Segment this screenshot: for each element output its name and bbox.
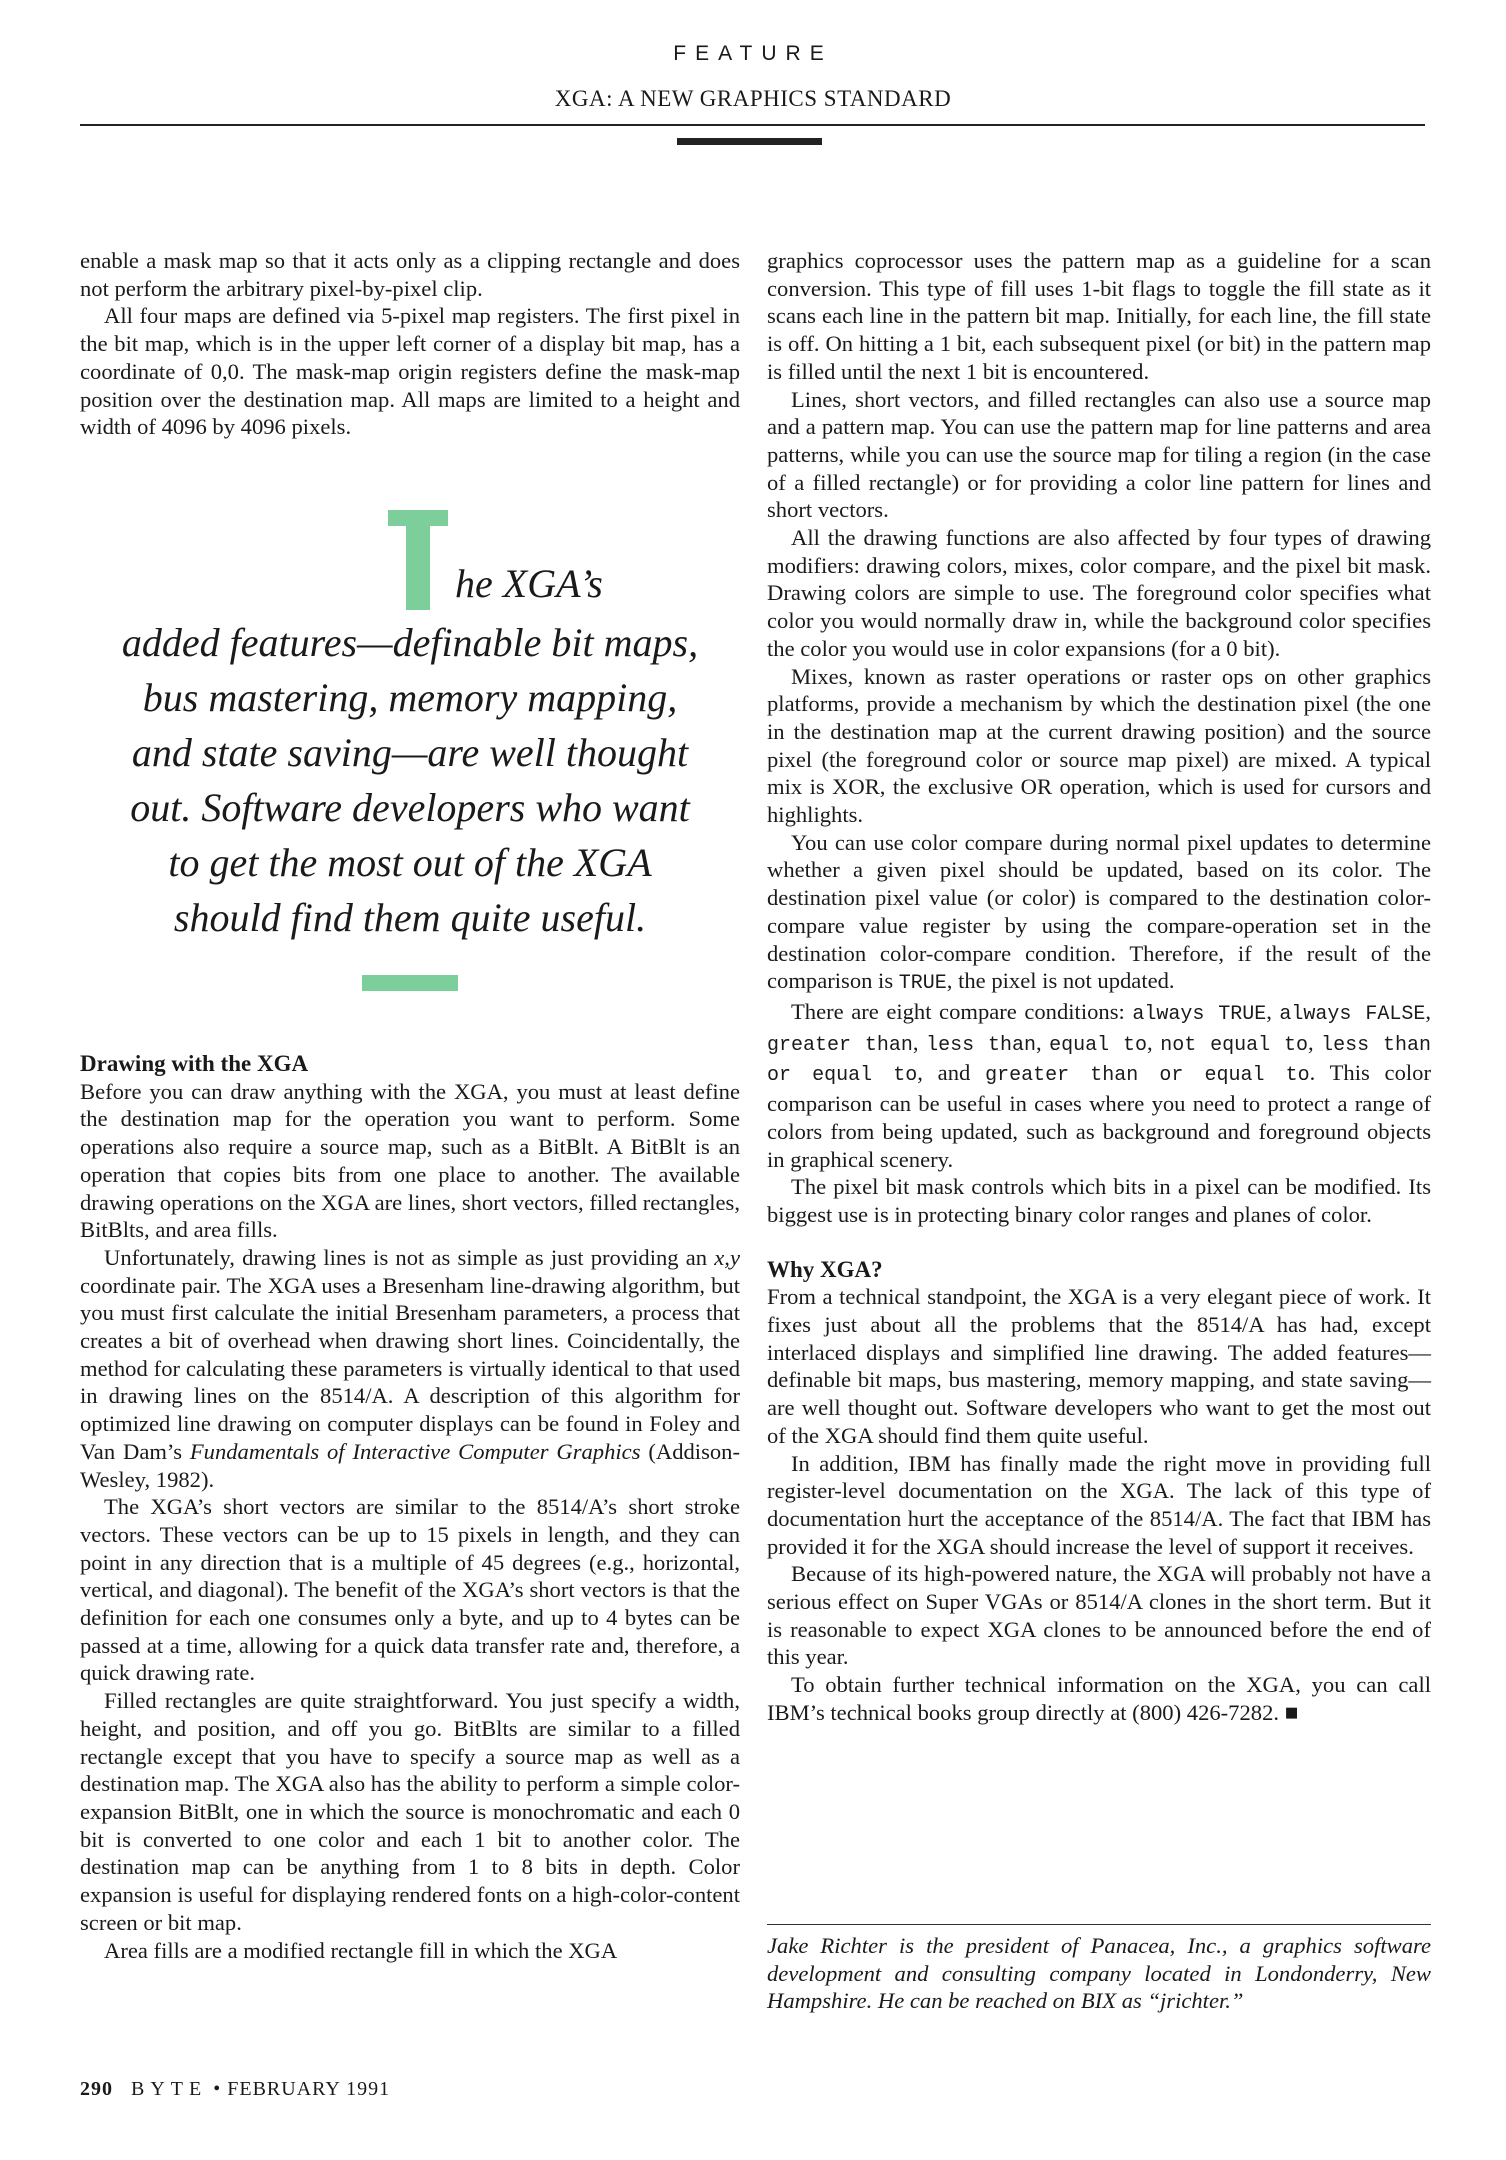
text: Because of its high-powered nature, the XGA will probably not have a serious effect on Super VGAs or 8514/A clones in the short term. But it is reasonable to expect XGA clones to be announced before the end of this year. (767, 1561, 1431, 1670)
text: , the pixel is not updated. (946, 968, 1175, 994)
code-text: less than or equal to (767, 1033, 1432, 1088)
text: All four maps are defined via 5-pixel map registers. The first pixel in the bit map, which is in the upper left corner of a display bit map, has a coordinate of 0,0. The mask-map origin registers define the mask-map position over the destination map. All maps are limited to a height and width of 4096 by 4096 pixels. (80, 303, 740, 440)
paragraph (767, 663, 1431, 829)
text: Mixes, known as raster operations or raster ops on other graphics platforms, provide a mechanism by which the destination pixel (the one in the destination map at the current drawing position) and the source pixel (the foreground color or source map pixel) are mixed. A typical mix is XOR, the exclusive OR operation, which is used for cursors and highlights. (767, 663, 1431, 828)
text: (Addison-Wesley, 1982). (80, 1438, 740, 1492)
paragraph (767, 386, 1431, 525)
pull-quote-line: should find them quite useful. (173, 895, 647, 940)
pull-quote-line: added features—definable bit maps, (121, 620, 699, 665)
issue-date: FEBRUARY 1991 (227, 2078, 391, 2100)
italic-text: Fundamentals of Interactive Computer Graphics (189, 1438, 641, 1464)
text: , (1266, 998, 1280, 1024)
code-text: greater than or equal to (985, 1064, 1310, 1088)
text: coordinate pair. The XGA uses a Bresenham line-drawing algorithm, but you must first calculate the initial Bresenham parameters, a process that creates a bit of overhead when drawing short lines. Coincidentally, the method for calculating these parameters is virtually identical to that used in drawing lines on the 8514/A. A description of this algorithm for optimized line drawing on computer displays can be found in Foley and Van Dam’s (80, 1272, 740, 1464)
article-title: XGA: A NEW GRAPHICS STANDARD (554, 86, 952, 111)
text: . This color comparison can be useful in cases where you need to protect a range of colors from being updated, such as background and foreground objects in graphical scenery. (767, 1060, 1431, 1172)
footer-separator: • (213, 2078, 222, 2100)
text: Area fills are a modified rectangle fill in which the XGA (104, 1937, 618, 1963)
paragraph (767, 1283, 1431, 1449)
pull-quote-first-line: he XGA’s (455, 561, 603, 606)
section-heading: Drawing with the XGA (80, 1051, 309, 1076)
text: To obtain further technical information on the XGA, you can call IBM’s technical books group directly at (800) 426-7282. ■ (767, 1672, 1431, 1725)
right-column (767, 247, 1431, 1727)
bio-rule (767, 1924, 1431, 1925)
text: graphics coprocessor uses the pattern map as a guideline for a scan conversion. This type of fill uses 1-bit flags to toggle the fill state as it scans each line in the pattern bit map. Initially, for each line, the fill state is off. On hitting a 1 bit, each subsequent pixel (or bit) in the pattern map is filled until the next 1 bit is encountered. (767, 248, 1431, 384)
section-heading: Why XGA? (767, 1256, 883, 1282)
pull-quote-end-bar (362, 975, 458, 991)
author-bio: Jake Richter is the president of Panacea, Inc., a graphics software development and consulting company located in Londonderry, New Hampshire. He can be reached on BIX as “jrichter.” (767, 1933, 1431, 2014)
text: , (1425, 998, 1431, 1024)
text: Filled rectangles are quite straightforward. You just specify a width, height, and position, and off you go. BitBlts are similar to a filled rectangle except that you have to specify a source map as well as a destination map. The XGA also has the ability to perform a simple color-expansion BitBlt, one in which the source is monochromatic and each 0 bit is converted to one color and each 1 bit to another color. The destination map can be anything from 1 to 8 bits in depth. Color expansion is useful for displaying rendered fonts on a high-color-content screen or bit map. (80, 1688, 740, 1935)
code-text: greater than (767, 1033, 913, 1057)
text: All the drawing functions are also affected by four types of drawing modifiers: drawing colors, mixes, color compare, and the pixel bit mask. Drawing colors are simple to use. The foreground color specifies what color you would normally draw in, while the background color specifies the color you would use in color expansions (for a 0 bit). (767, 525, 1431, 661)
code-text: not equal to (1160, 1033, 1308, 1057)
magazine-name: BYTE (131, 2078, 208, 2100)
drop-cap-t (388, 510, 448, 610)
paragraph (767, 1560, 1431, 1671)
text: Before you can draw anything with the XGA, you must at least define the destination map for the operation you want to perform. Some operations also require a source map, such as a BitBlt. A BitBlt is an operation that copies bits from one place to another. The available drawing operations on the XGA are lines, short vectors, filled rectangles, BitBlts, and area fills. (80, 1078, 740, 1243)
header-rule-bar (677, 138, 822, 145)
text: enable a mask map so that it acts only as a clipping rectangle and does not perform the arbitrary pixel-by-pixel clip. (80, 248, 740, 301)
text: , (1035, 1029, 1050, 1055)
paragraph (767, 247, 1431, 386)
page-footer (80, 2078, 390, 2101)
text: The pixel bit mask controls which bits in a pixel can be modified. Its biggest use is in protecting binary color ranges and planes of color. (767, 1174, 1431, 1227)
pull-quote-line: bus mastering, memory mapping, (142, 675, 678, 720)
text: , (1307, 1029, 1322, 1055)
text: Lines, short vectors, and filled rectangles can also use a source map and a pattern map. You can use the pattern map for line patterns and area patterns, while you can use the source map for tiling a region (in the case of a filled rectangle) or for providing a color line pattern for lines and short vectors. (767, 386, 1431, 523)
code-text: always TRUE (1132, 1002, 1267, 1026)
section-kicker: FEATURE (673, 42, 833, 65)
italic-text: x,y (714, 1244, 740, 1270)
left-column-bottom (80, 1050, 740, 1964)
paragraph (80, 302, 740, 441)
pull-quote-line: out. Software developers who want (130, 785, 690, 830)
pull-quote-line: and state saving—are well thought (131, 730, 689, 775)
text: , (1147, 1029, 1161, 1055)
text: From a technical standpoint, the XGA is a very elegant piece of work. It fixes just about all the problems that the 8514/A has had, except interlaced displays and simplified line drawing. The added features—definable bit maps, bus mastering, memory mapping, and state saving—are well thought out. Software developers who want to get the most out of the XGA should find them quite useful. (767, 1284, 1431, 1448)
text: There are eight compare conditions: (791, 998, 1133, 1024)
paragraph (767, 1671, 1431, 1726)
paragraph (80, 1493, 740, 1687)
code-text: always FALSE (1279, 1002, 1426, 1026)
code-text: equal to (1049, 1033, 1148, 1057)
paragraph (767, 829, 1431, 998)
paragraph (767, 1173, 1431, 1228)
pull-quote-line: to get the most out of the XGA (168, 840, 652, 885)
header-rule (80, 124, 1425, 126)
paragraph (80, 1687, 740, 1936)
paragraph (767, 524, 1431, 663)
paragraph (767, 998, 1431, 1173)
paragraph (80, 1244, 740, 1493)
text: Unfortunately, drawing lines is not as simple as just providing an (104, 1244, 715, 1270)
text: , (912, 1029, 927, 1055)
paragraph (80, 247, 740, 302)
paragraph (80, 1078, 740, 1244)
code-text: TRUE (898, 972, 947, 996)
page-number: 290 (80, 2078, 113, 2100)
text: In addition, IBM has finally made the right move in providing full register-level documentation on the XGA. The lack of this type of documentation hurt the acceptance of the 8514/A. The fact that IBM has provided it for the XGA should increase the level of support it receives. (767, 1450, 1431, 1559)
code-text: less than (926, 1033, 1036, 1057)
paragraph (767, 1450, 1431, 1561)
paragraph (80, 1937, 740, 1965)
text: The XGA’s short vectors are similar to the 8514/A’s short stroke vectors. These vectors can be up to 15 pixels in length, and they can point in any direction that is a multiple of 45 degrees (e.g., horizontal, vertical, and diagonal). The benefit of the XGA’s short vectors is that the definition for each one consumes only a byte, and up to 4 bytes can be passed at a time, allowing for a quick data transfer rate and, therefore, a quick drawing rate. (80, 1494, 740, 1686)
text: , and (917, 1060, 986, 1086)
text: You can use color compare during normal pixel updates to determine whether a given pixel should be updated, based on its color. The destination pixel value (or color) is compared to the destination color-compare value register by using the compare-operation set in the destination color-compare condition. Therefore, if the result of the comparison is (767, 829, 1431, 994)
pull-quote (80, 615, 740, 945)
left-column-top (80, 247, 740, 441)
